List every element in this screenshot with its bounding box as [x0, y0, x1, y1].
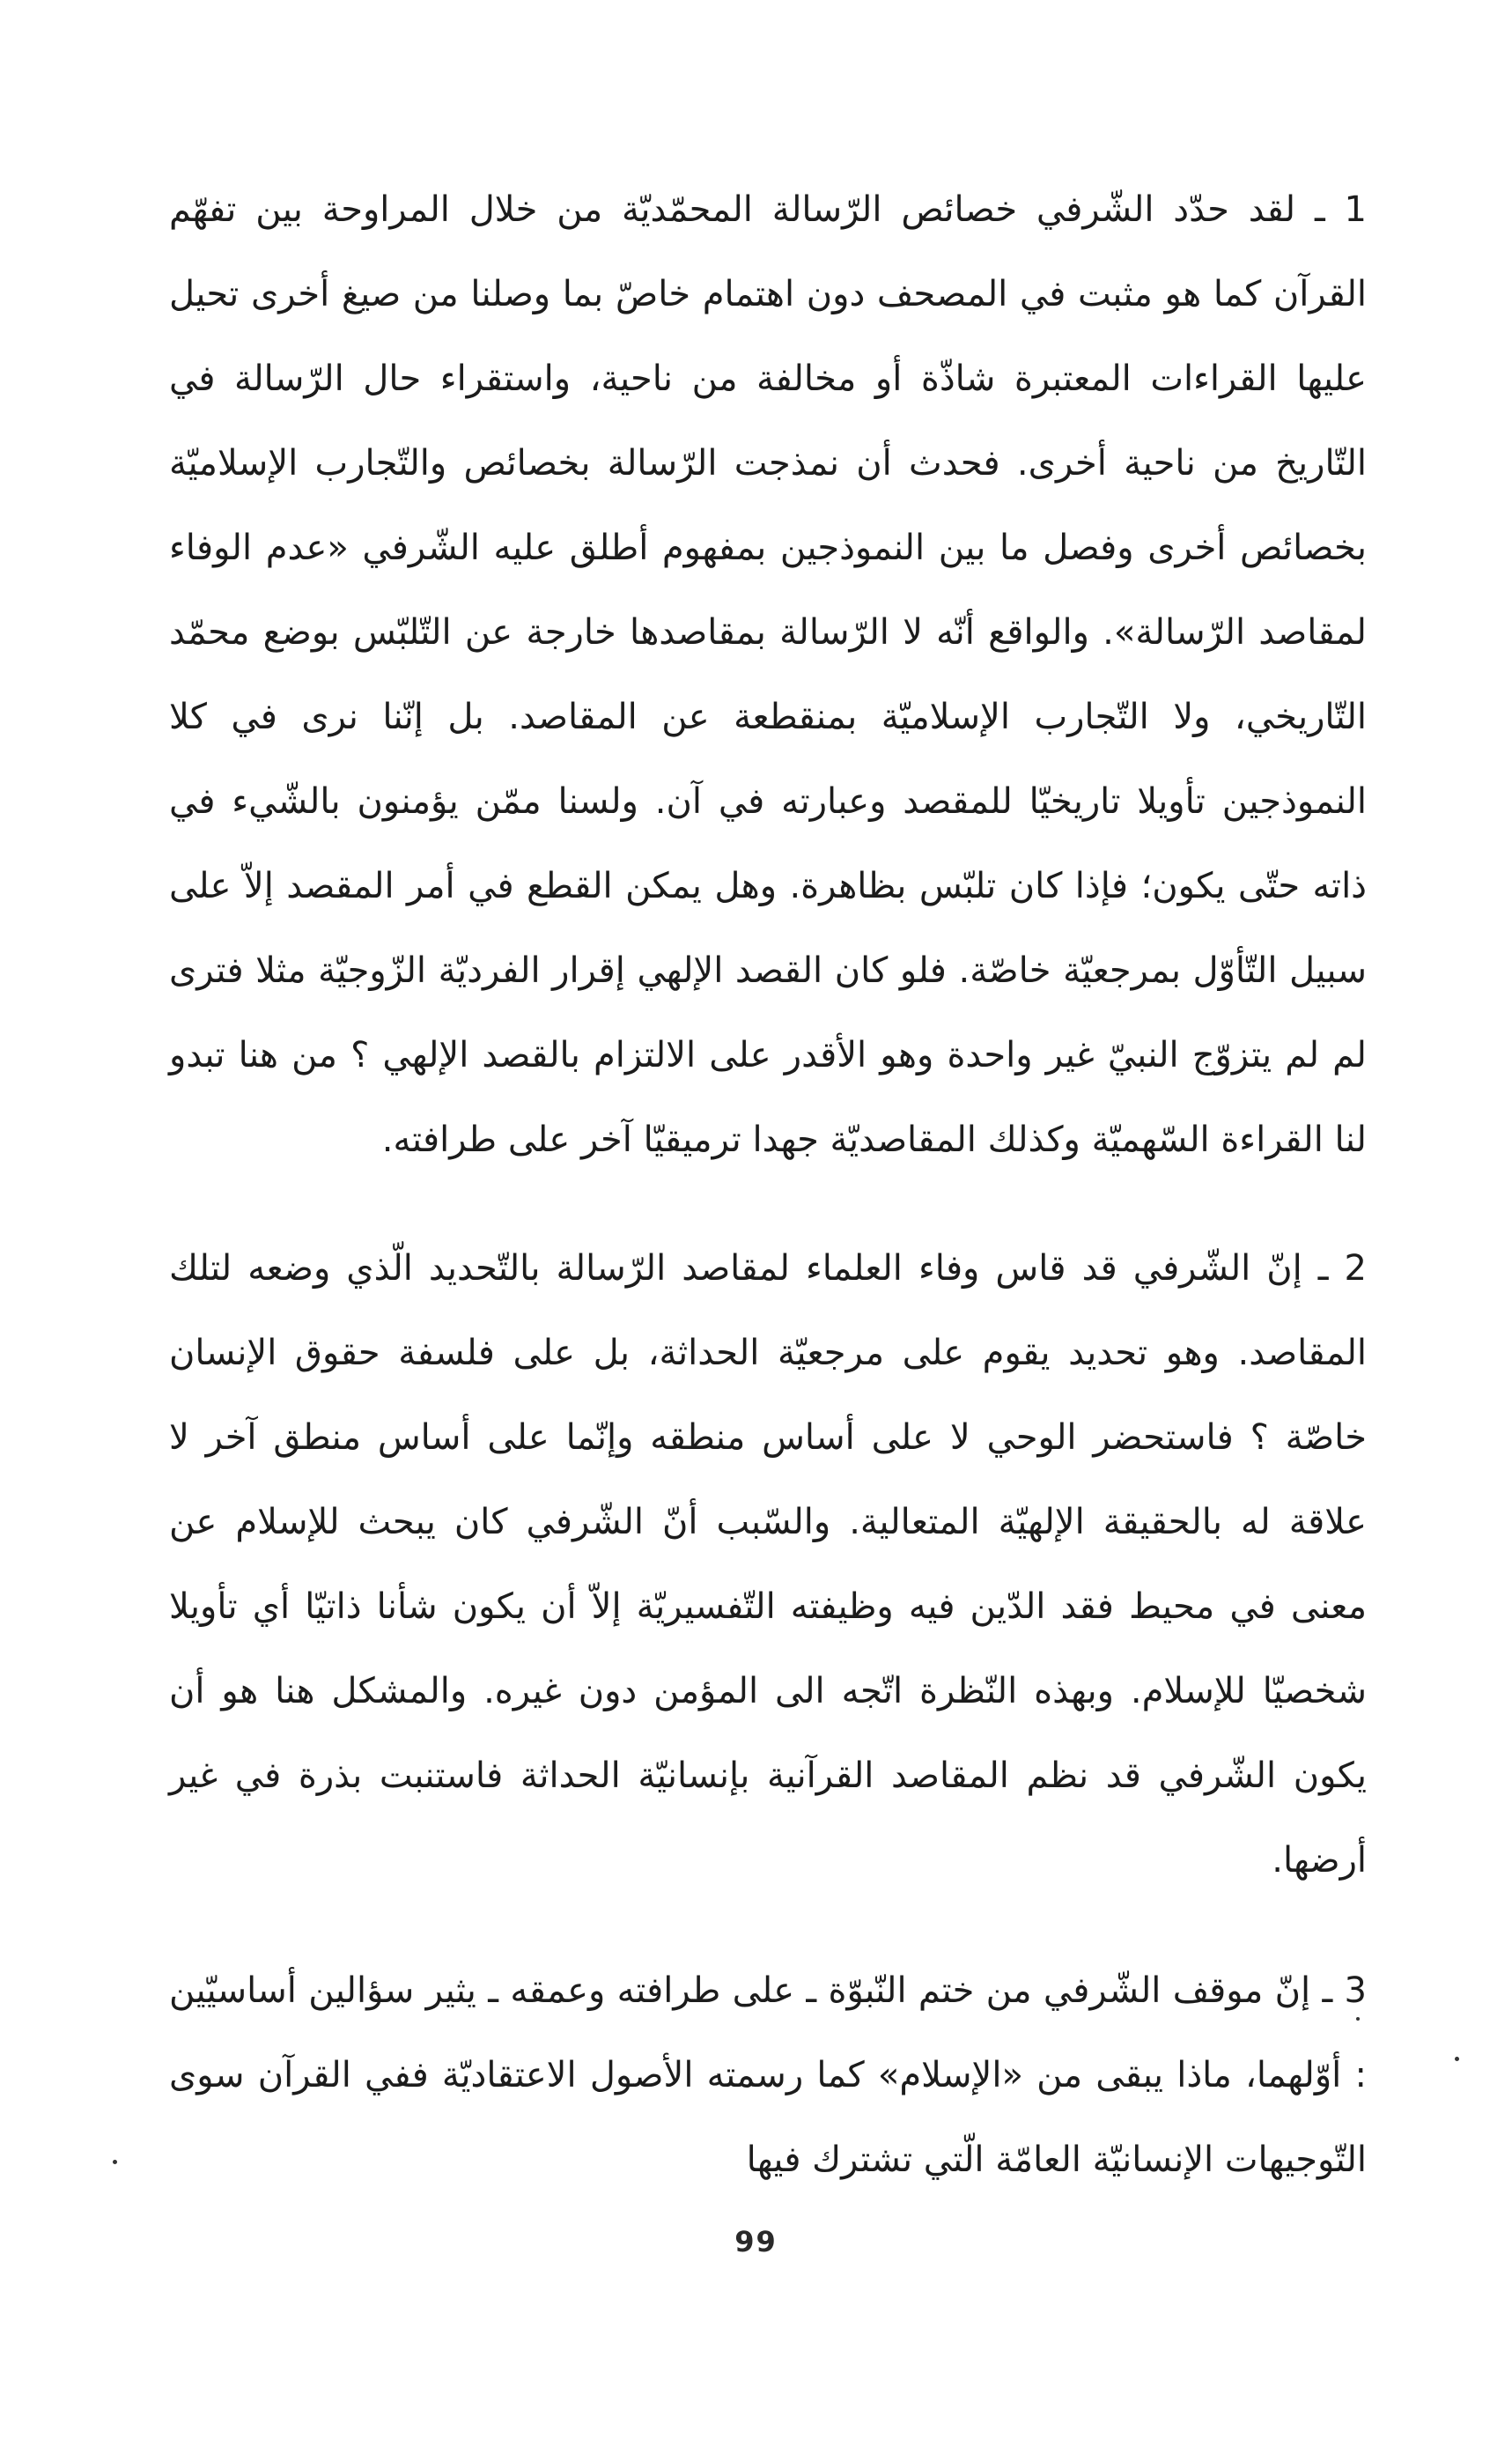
paragraph-2: 2 ـ إنّ الشّرفي قد قاس وفاء العلماء لمقاصد الرّسالة بالتّحديد الّذي وضعه لتلك المقاصد. وهو تحديد يقوم على مرجعيّة الحداثة، بل على فلسفة حقوق الإنسان خاصّة ؟ فاستحضر الوحي لا على أساس منطقه وإنّما على أساس منطق آخر لا علاقة له بالحقيقة الإلهيّة المتعالية. والسّبب أنّ الشّرفي كان يبحث للإسلام عن معنى في محيط فقد الدّين فيه وظيفته التّفسيريّة إلاّ أن يكون شأنا ذاتيّا أي تأويلا شخصيّا للإسلام. وبهذه النّظرة اتّجه الى المؤمن دون غيره. والمشكل هنا هو أن يكون الشّرفي قد نظم المقاصد القرآنية بإنسانيّة الحداثة فاستنبت بذرة في غير أرضها. [169, 1248, 1367, 1881]
paragraph-3: 3 ـ إنّ موقف الشّرفي من ختم النّبوّة ـ على طرافته وعمقه ـ يثير سؤالين أساسيّين : أوّلهما، ماذا يبقى من «الإسلام» كما رسمته الأصول الاعتقاديّة ففي القرآن سوى التّوجيهات الإنسانيّة العامّة الّتي تشترك فيها [169, 1970, 1367, 2180]
page-number: 99 [734, 2225, 778, 2258]
paragraph-1: 1 ـ لقد حدّد الشّرفي خصائص الرّسالة المحمّديّة من خلال المراوحة بين تفهّم القرآن كما هو مثبت في المصحف دون اهتمام خاصّ بما وصلنا من صيغ أخرى تحيل عليها القراءات المعتبرة شاذّة أو مخالفة من ناحية، واستقراء حال الرّسالة في التّاريخ من ناحية أخرى. فحدث أن نمذجت الرّسالة بخصائص والتّجارب الإسلاميّة بخصائص أخرى وفصل ما بين النموذجين بمفهوم أطلق عليه الشّرفي «عدم الوفاء لمقاصد الرّسالة». والواقع أنّه لا الرّسالة بمقاصدها خارجة عن التّلبّس بوضع محمّد التّاريخي، ولا التّجارب الإسلاميّة بمنقطعة عن المقاصد. بل إنّنا نرى في كلا النموذجين تأويلا تاريخيّا للمقصد وعبارته في آن. ولسنا ممّن يؤمنون بالشّيء في ذاته حتّى يكون؛ فإذا كان تلبّس بظاهرة. وهل يمكن القطع في أمر المقصد إلاّ على سبيل التّأوّل بمرجعيّة خاصّة. فلو كان القصد الإلهي إقرار الفرديّة الزّوجيّة مثلا فترى لم لم يتزوّج النبيّ غير واحدة وهو الأقدر على الالتزام بالقصد الإلهي ؟ من هنا تبدو لنا القراءة السّهميّة وكذلك المقاصديّة جهدا ترميقيّا آخر على طرافته. [169, 189, 1367, 1160]
scan-speck [113, 2160, 117, 2164]
scan-speck [1455, 2057, 1459, 2061]
scan-speck [1356, 2017, 1360, 2021]
